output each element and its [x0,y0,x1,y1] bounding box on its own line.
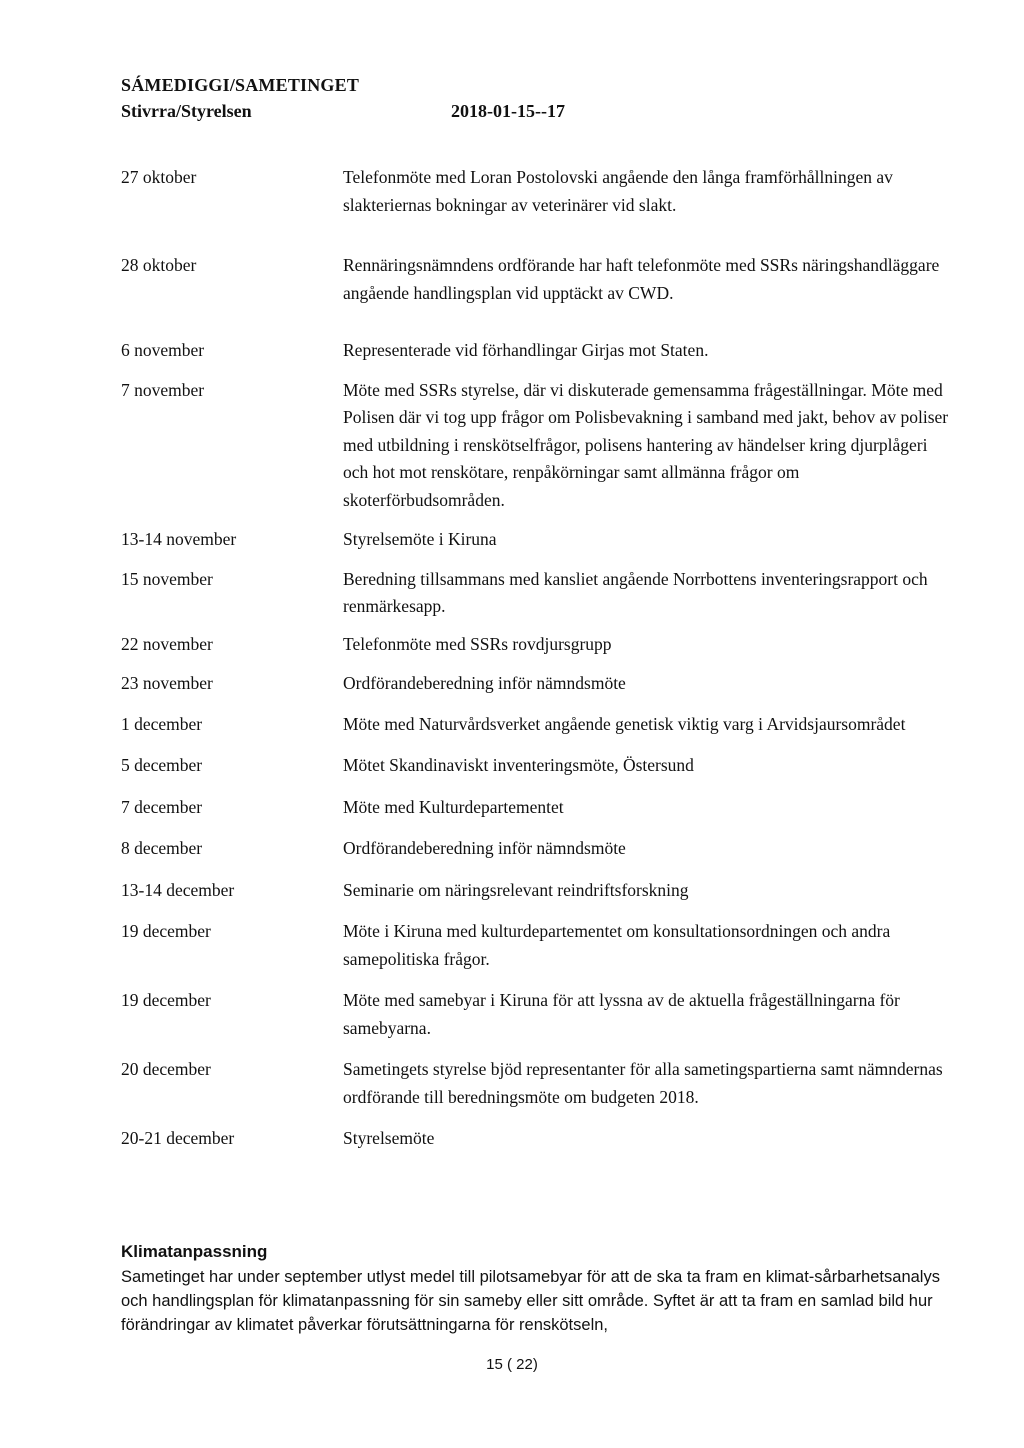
entry-date: 13-14 december [121,879,235,900]
entry-text: Ordförandeberedning inför nämndsmöte [343,838,626,858]
document-header [121,72,565,124]
entry-text: Möte i Kiruna med kulturdepartementet om konsultationsordningen och andra samepolitiska frågor. [343,921,891,969]
entry-date: 23 november [121,673,213,693]
entry-text: Seminarie om näringsrelevant reindriftsforskning [343,879,689,900]
header-row [121,98,565,124]
entry-date: 22 november [121,633,213,654]
entry-text: Telefonmöte med Loran Postolovski angående den långa framförhållningen av slakteriernas bokningar av veterinärer vid slakt. [343,167,893,215]
entry-text: Rennäringsnämndens ordförande har haft telefonmöte med SSRs näringshandläggare angående handlingsplan vid upptäckt av CWD. [343,255,940,303]
activity-entry [121,794,951,822]
section-heading: Klimatanpassning [121,1242,268,1261]
activity-entry [121,987,951,1042]
activity-entry [121,711,951,739]
entry-text: Sametingets styrelse bjöd representanter för alla sametingspartierna samt nämndernas ordförande till beredningsmöte om budgeten 2018. [343,1059,943,1107]
activity-entry [121,835,951,863]
activity-entry [121,377,951,515]
entry-date: 19 december [121,921,211,941]
entry-text: Representerade vid förhandlingar Girjas mot Staten. [343,340,709,360]
climate-adaptation-section [121,1240,961,1337]
activity-entry [121,566,951,621]
entry-date: 7 november [121,379,205,400]
unit-name: Stivrra/Styrelsen [121,101,252,121]
entry-date: 19 december [121,990,211,1010]
activity-entry [121,631,951,659]
entry-text: Styrelsemöte [343,1128,435,1148]
entry-text: Beredning tillsammans med kansliet angående Norrbottens inventeringsrapport och renmärkesapp. [343,568,928,616]
activity-entry [121,877,951,905]
entry-date: 15 november [121,568,213,589]
activity-entry [121,1056,951,1111]
entry-text: Möte med Kulturdepartementet [343,796,564,817]
activity-list [121,164,951,1153]
activity-entry [121,918,951,973]
entry-date: 20 december [121,1059,211,1079]
entry-date: 5 december [121,755,203,775]
activity-entry [121,752,951,780]
entry-date: 20-21 december [121,1128,235,1148]
activity-entry [121,670,951,698]
entry-text: Möte med SSRs styrelse, där vi diskuterade gemensamma frågeställningar. Möte med Polisen där vi tog upp frågor om Polisbevakning i samband med jakt, behov av poliser med utbildning i renskötselfrågor, polisens hantering av händelser kring djurplågeri och hot mot renskötare, renpåkörningar samt allmänna frågor om skoterförbudsområden. [343,379,949,510]
page-number: 15 ( 22) [486,1356,538,1373]
entry-date: 1 december [121,713,203,734]
entry-date: 28 oktober [121,255,197,275]
activity-entry [121,164,951,219]
entry-date: 13-14 november [121,529,237,549]
entry-text: Styrelsemöte i Kiruna [343,529,497,549]
entry-text: Telefonmöte med SSRs rovdjursgrupp [343,633,612,654]
entry-date: 27 oktober [121,167,197,187]
entry-text: Mötet Skandinaviskt inventeringsmöte, Östersund [343,755,694,775]
entry-date: 7 december [121,796,203,817]
entry-text: Ordförandeberedning inför nämndsmöte [343,673,626,693]
entry-date: 6 november [121,340,205,360]
entry-text: Möte med Naturvårdsverket angående genetisk viktig varg i Arvidsjaursområdet [343,713,906,734]
activity-entry [121,526,951,554]
activity-entry [121,337,951,365]
section-body: Sametinget har under september utlyst medel till pilotsamebyar för att de ska ta fram en klimat-sårbarhetsanalys och handlingsplan för klimatanpassning för sin sameby eller sitt område. Syftet är att ta fram en samlad bild hur förändringar av klimatet påverkar förutsättningarna för renskötseln, [121,1268,940,1334]
organization-name: SÁMEDIGGI/SAMETINGET [121,75,360,95]
meeting-date: 2018-01-15--17 [451,101,565,121]
activity-entry [121,1125,951,1153]
entry-text: Möte med samebyar i Kiruna för att lyssna av de aktuella frågeställningarna för samebyarna. [343,990,900,1038]
activity-entry [121,252,951,307]
entry-date: 8 december [121,838,203,858]
